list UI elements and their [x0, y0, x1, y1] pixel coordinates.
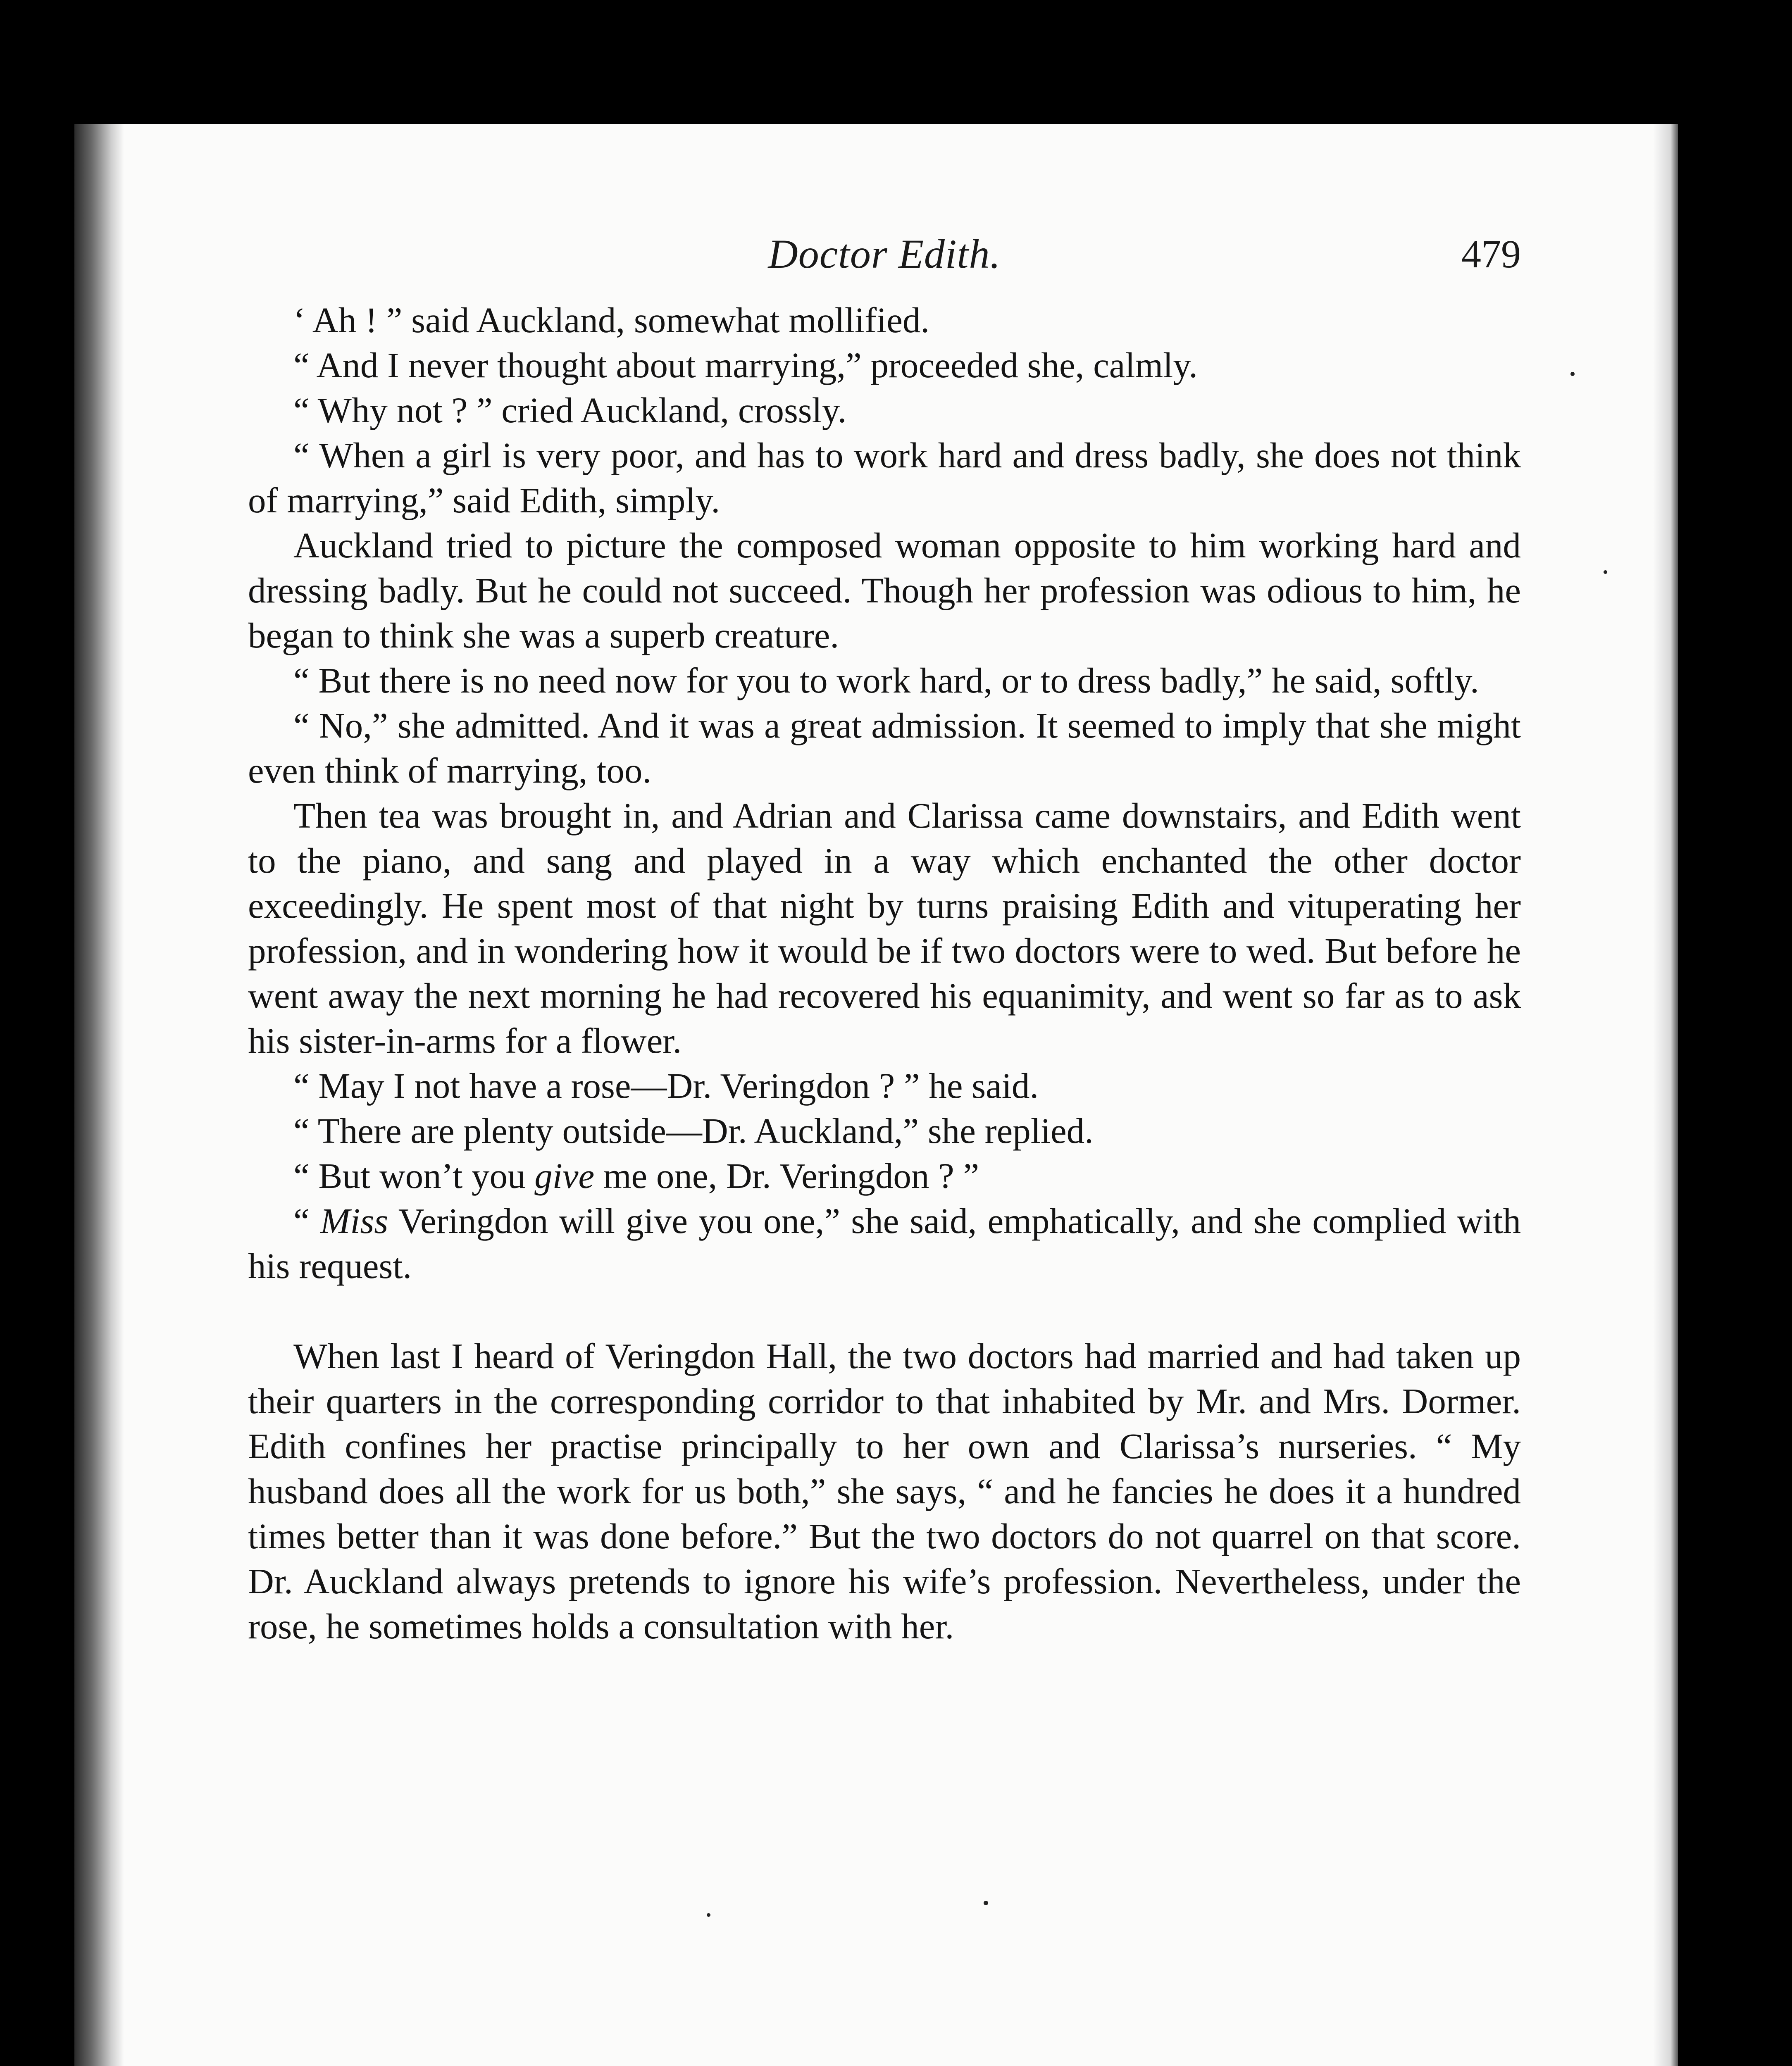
- page-gutter-shadow: [74, 124, 124, 2066]
- running-header: [248, 227, 1521, 281]
- text-run: When last I heard of Veringdon Hall, the two doctors had married and had taken up their quarters in the corresponding corridor to that inhabited by Mr. and Mrs. Dormer. Edith confines her practise principally to her own and Clarissa’s nurseries. “ My husband does all the work for us both,” she says, “ and he fancies he does it a hundred times better than it was done before.” But the two doctors do not quarrel on that score. Dr. Auckland always pretends to ignore his wife’s profession. Nevertheless, under the rose, he sometimes holds a consultation with her.: [248, 1336, 1521, 1646]
- text-run: “ But won’t you: [293, 1156, 535, 1196]
- paragraph: [248, 658, 1521, 703]
- text-run: me one, Dr. Veringdon ? ”: [594, 1156, 979, 1196]
- page-number: 479: [1461, 232, 1521, 276]
- print-speck: [1604, 570, 1607, 574]
- paragraph: [248, 298, 1521, 343]
- print-speck: [984, 1901, 988, 1905]
- text-run: “: [293, 1201, 320, 1241]
- paragraph: [248, 388, 1521, 433]
- paragraph: [248, 1063, 1521, 1108]
- paragraph: [248, 343, 1521, 388]
- text-run: Auckland tried to picture the composed woman opposite to him working hard and dressing badly. But he could not succeed. Though her profession was odious to him, he began to think she was a superb creature.: [248, 525, 1521, 655]
- paragraph: [248, 793, 1521, 1063]
- print-speck: [707, 1913, 710, 1917]
- text-run: Then tea was brought in, and Adrian and Clarissa came downstairs, and Edith went to the piano, and sang and played in a way which enchanted the other doctor exceedingly. He spent most of that night by turns praising Edith and vituperating her profession, and in wondering how it would be if two doctors were to wed. But before he went away the next morning he had recovered his equanimity, and went so far as to ask his sister-in-arms for a flower.: [248, 795, 1521, 1061]
- paragraph: [248, 703, 1521, 793]
- text-run: “ And I never thought about marrying,” proceeded she, calmly.: [293, 345, 1198, 385]
- italic-text: give: [534, 1156, 595, 1196]
- text-run: ‘ Ah ! ” said Auckland, somewhat mollified.: [293, 300, 930, 340]
- book-page: [74, 124, 1678, 2066]
- text-run: Veringdon will give you one,” she said, emphatically, and she complied with his request.: [248, 1201, 1521, 1286]
- italic-text: Miss: [320, 1201, 388, 1241]
- paragraph: [248, 523, 1521, 658]
- text-run: “ But there is no need now for you to work hard, or to dress badly,” he said, softly.: [293, 660, 1479, 700]
- print-speck: [1570, 372, 1575, 376]
- paragraph: [248, 1108, 1521, 1153]
- body-text: [248, 298, 1521, 1649]
- text-run: “ Why not ? ” cried Auckland, crossly.: [293, 390, 847, 430]
- running-title: Doctor Edith.: [768, 231, 1001, 277]
- text-run: “ When a girl is very poor, and has to work hard and dress badly, she does not think of marrying,” said Edith, simply.: [248, 435, 1521, 520]
- text-run: “ There are plenty outside—Dr. Auckland,” she replied.: [293, 1111, 1094, 1151]
- text-run: “ May I not have a rose—Dr. Veringdon ? ” he said.: [293, 1066, 1039, 1106]
- paragraph: [248, 433, 1521, 523]
- text-run: “ No,” she admitted. And it was a great admission. It seemed to imply that she might even think of marrying, too.: [248, 705, 1521, 790]
- paragraph: [248, 1198, 1521, 1288]
- paragraph: [248, 1333, 1521, 1649]
- page-edge-shadow: [1653, 124, 1678, 2066]
- paragraph: [248, 1153, 1521, 1198]
